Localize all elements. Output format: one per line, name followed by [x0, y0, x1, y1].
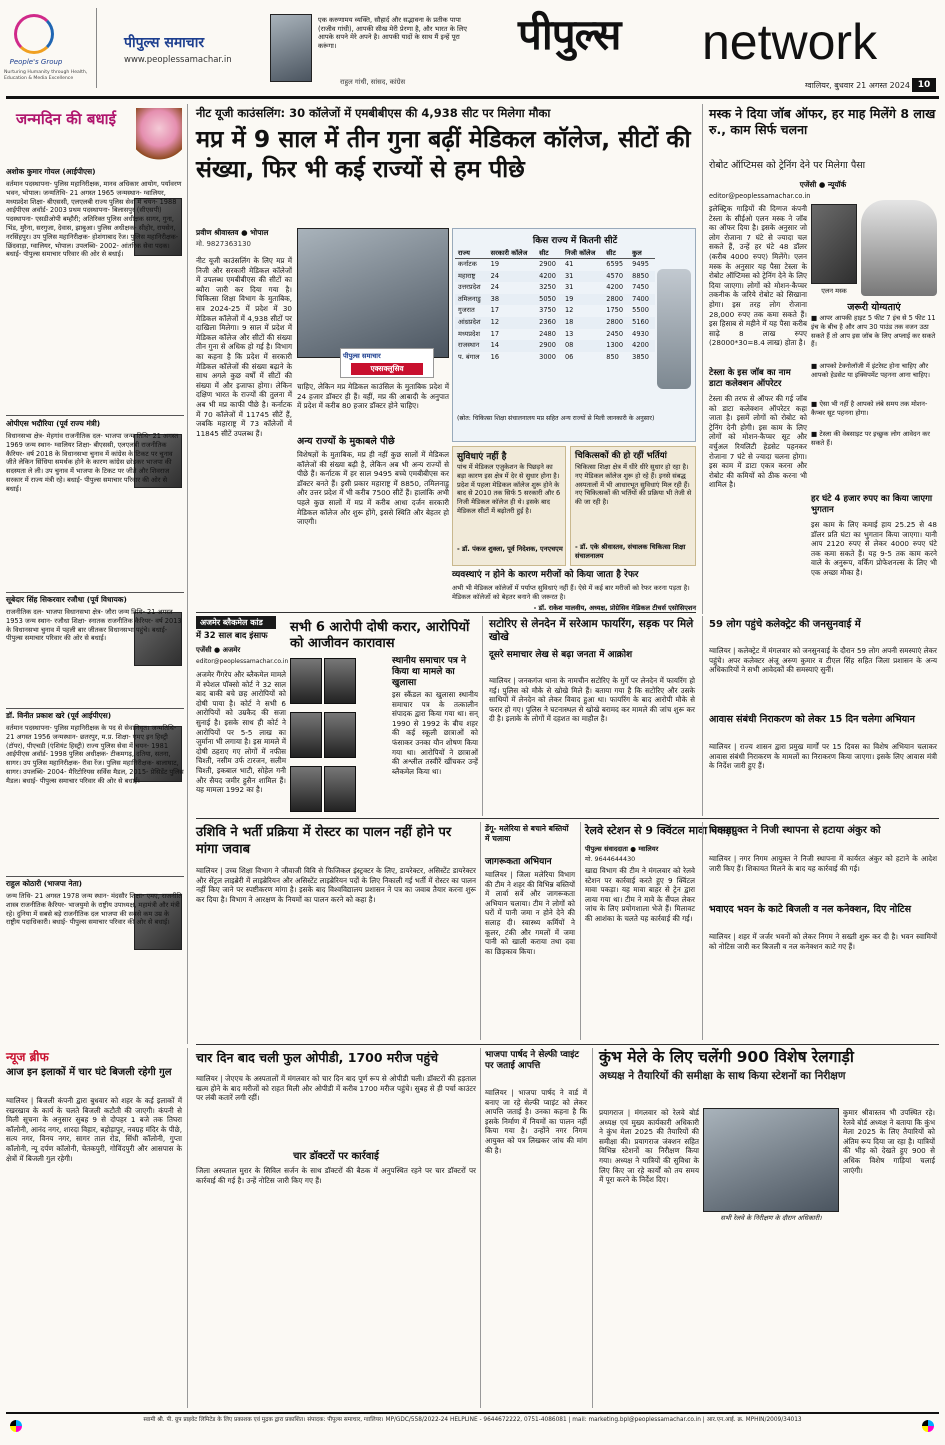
birthday-entry-name: डॉ. विनीत प्रकाश खरे (पूर्व आईपीएस)	[6, 711, 112, 720]
seat-table-row	[455, 259, 655, 271]
elon-musk-photo	[811, 204, 857, 284]
ajmer-sub-body: इस स्कैंडल का खुलासा स्थानीय समाचार पत्र के तत्कालीन संपादक द्वारा किया गया था। सन् 1990 से 1992 के बीच शहर की कई स्कूली छात्राओं को फंसाकर उनका यौन शोषण किया गया था। आरोपियों ने छात्राओं की अश्लील तस्वीरें खींचकर उन्हें ब्लैकमेल किया था।	[392, 690, 478, 776]
accused-photo	[290, 766, 322, 812]
color-registration-icon	[922, 1420, 934, 1432]
divider	[196, 818, 939, 819]
birthday-entry	[6, 596, 184, 706]
birthday-entry-body: राजनीतिक दल- भाजपा विधानसभा क्षेत्र- जौरा जन्म तिथि- 21 अगस्त 1953 जन्म स्थान- रजौधा शिक्षा- स्नातक राजनीतिक कैरियर- वर्ष 2013 के विधानसभा चुनाव में पहली बार जीतकर विधानसभा पहुंचे। बधाई- पीपुल्स समाचार परिवार की ओर से बधाई।	[6, 608, 182, 643]
divider	[6, 876, 184, 877]
seat-table-cell: 2900	[539, 260, 556, 268]
seat-table-cell: 17	[490, 306, 500, 315]
divider	[196, 612, 696, 613]
seat-table-cell: 19	[490, 260, 500, 268]
firing-story	[482, 616, 696, 816]
firing-body: ग्वालियर | जनकगंज थाना के नामचीन सटोरिए के गुर्गे पर लेनदेन में फायरिंग हो गई। पुलिस को मौके से खोखे मिले हैं। बताया गया है कि सटोरिए और उसके साथियों में लेनदेन को लेकर विवाद हुआ था। फायरिंग के बाद आरोपी मौके से फरार हो गए। पुलिस ने घटनास्थल से खोखे बरामद कर मामले की जांच शुरू कर दी है। इलाके के लोगों में दहशत का माहौल है।	[489, 676, 695, 724]
ajmer-email: editor@peoplessamachar.co.in	[196, 658, 289, 665]
kumbh-deck: अध्यक्ष ने तैयारियों की समीक्षा के साथ किया स्टेशनों का निरीक्षण	[599, 1070, 846, 1082]
divider-vertical	[96, 8, 97, 88]
news-brief-label: न्यूज ब्रीफ	[6, 1050, 49, 1064]
seat-table-cell: 3850	[632, 352, 649, 361]
ajmer-body: अजमेर गैंगरेप और ब्लैकमेल मामले में स्पेशल पॉक्सो कोर्ट ने 32 साल बाद बाकी बचे छह आरोपियों को दोषी पाया है। कोर्ट ने सभी 6 आरोपियों को उम्रकैद की सजा सुनाई है। इसके साथ ही कोर्ट ने आरोपियों पर 5-5 लाख का जुर्माना भी लगाया है। इस मामले में दोषी ठहराए गए लोगों में नफीस चिश्ती, नसीम उर्फ टारजन, सलीम चिश्ती, इकबाल भाटी, सोहेल गनी और सैयद जमीर हुसैन शामिल हैं। यह मामला 1992 का है।	[196, 670, 286, 795]
rahul-gandhi-photo	[270, 14, 312, 82]
seat-table-cell: 12	[564, 306, 574, 315]
seat-table-cell: 5500	[632, 306, 649, 315]
kumbh-headline: कुंभ मेले के लिए चलेंगी 900 विशेष रेलगाड़ी	[599, 1048, 854, 1066]
website-link[interactable]: www.peoplessamachar.in	[124, 55, 232, 65]
masthead	[0, 0, 945, 100]
seat-table-cell: 13	[564, 329, 574, 338]
opd-sub-body: जिला अस्पताल मुरार के सिविल सर्जन के साथ डॉक्टरों की बैठक में अनुपस्थित रहने पर चार डॉक्टरों पर कार्रवाई की गई है। उन्हें नोटिस जारी किए गए हैं।	[196, 1166, 476, 1185]
other-states-title: अन्य राज्यों के मुकाबले पीछे	[297, 436, 395, 447]
kumbh-body: प्रयागराज | मंगलवार को रेलवे बोर्ड अध्यक्ष एवं मुख्य कार्यकारी अधिकारी ने कुंभ मेला 2025 की तैयारियों की समीक्षा की। प्रयागराज जंक्शन सहित विभिन्न स्टेशनों का निरीक्षण किया गया। अध्यक्ष ने यात्रियों की सुविधा के लिए किए जा रहे कार्यों को तय समय में पूरा करने के निर्देश दिए।	[599, 1108, 699, 1185]
divider	[6, 708, 184, 709]
requirement-item: ■ ऐसा भी नहीं है आपको लंबे समय तक मोशन-कैप्चर सूट पहनना होगा।	[811, 400, 928, 417]
seat-table-cell: कर्नाटक	[458, 260, 477, 268]
brand-english: network	[702, 14, 878, 70]
kumbh-inspection-photo	[703, 1108, 839, 1212]
vacancy-body: चिकित्सा शिक्षा क्षेत्र में धीरे धीरे सुधार हो रहा है। नए मेडिकल कॉलेज शुरू हो रहे हैं। इनसे संबद्ध अस्पतालों में भी आधारभूत सुविधाएं मिल रही हैं। नए चिकित्सकों की भर्तियों की प्रक्रिया भी तेजी से की जा रही है।	[575, 463, 692, 507]
accused-photo	[324, 712, 356, 758]
seat-table-cell: राजस्थान	[455, 340, 488, 352]
seat-table-cell: 18	[562, 317, 603, 329]
birthday-entry	[6, 168, 184, 413]
seat-table-cell: 7400	[629, 294, 655, 306]
lead-byline: प्रवीण श्रीवास्तव ● भोपाल	[196, 228, 269, 237]
higher-edu-story	[196, 822, 476, 1040]
housing-sub-body: ग्वालियर | राज्य शासन द्वारा प्रमुख मार्गों पर 15 दिवस का विशेष अभियान चलाकर आवास संबंधी निराकरण के मामलों का निराकरण किया जाएगा। इसके लिए आवास मंत्री के निर्देश जारी हुए हैं।	[709, 742, 937, 771]
seat-table-row	[455, 352, 655, 364]
requirements-box	[811, 300, 937, 490]
vacancy-title: चिकित्सकों की हो रहीं भर्तियां	[575, 451, 667, 461]
seat-table-cell: 12	[488, 317, 537, 329]
group-logo-icon	[14, 14, 54, 54]
dengue-headline: जागरूकता अभियान	[485, 857, 552, 867]
seat-table-cell: 16	[490, 352, 500, 361]
seat-table-cell: 4200	[536, 271, 562, 283]
seat-table-header: निजी कॉलेज	[562, 247, 603, 259]
seat-table-cell: 24	[490, 283, 500, 292]
referral-body: अभी भी मेडिकल कॉलेजों में पर्याप्त सुविधाएं नहीं हैं। ऐसे में कई बार मरीजों को रेफर करना पड़ता है। मेडिकल कॉलेजों को बेहतर बनाने की जरूरत है।	[452, 584, 690, 601]
seat-table-row	[455, 282, 655, 294]
facilities-title: सुविधाएं नहीं है	[457, 452, 507, 462]
masthead-rule	[6, 96, 939, 99]
exclusive-badge: एक्सक्लूसिव	[351, 363, 423, 375]
birthday-entry-name: राहुल कोठारी (भाजपा नेता)	[6, 879, 83, 888]
seat-table-title: किस राज्य में कितनी सीटें	[532, 236, 618, 246]
requirement-item: ■ आपर आपकी हाइट 5 फीट 7 इंच से 5 फीट 11 इंच के बीच है और आप 30 पाउंड तक वजन उठा सकते हैं तो आप इस जॉब के लिए अप्लाई कर सकते हैं।	[811, 314, 936, 349]
neet-exam-photo	[297, 228, 449, 358]
seat-table-cell: 850	[606, 352, 619, 361]
seat-table-box	[452, 228, 696, 442]
seat-table-row	[455, 294, 655, 306]
seat-table-cell: 14	[488, 340, 537, 352]
seat-table-source: (स्रोत: चिकित्सा शिक्षा संचालनालय मप्र सहित अन्य राज्यों से मिली जानकारी के अनुसार)	[457, 415, 655, 422]
birthday-entry-body: वर्तमान पदस्थापना- पुलिस महानिरीक्षक, मानव अधिकार आयोग, पर्यावरण भवन, भोपाल। जन्मतिथि- 21 अगस्त 1965 जन्मस्थान- ग्वालियर, मध्यप्रदेश शिक्षा- बीएससी, एलएलबी राज्य पुलिस सेवा में चयन- 1988 आईपीएस अवॉर्ड- 2003 प्रथम पदस्थापना- बिलासपुर (सीएसपी) पदस्थापना- एसडीओपी बम्हौरी; अतिरिक्त पुलिस अधीक्षक सागर, गुना, भिंड, मुरैना, सरगुजा, देवास, झाबुआ। पुलिस अधीक्षक- सीहोर, रायसेन, नरसिंहपुर। उप पुलिस महानिरीक्षक- होशंगाबाद रेंज। पुलिस महानिरीक्षक- छिंदवाड़ा, ग्वालियर, भोपाल। उपलब्धि- 2002- आंतरिक सेवा पदक। बधाई- पीपुल्स समाचार परिवार की ओर से बधाई।	[6, 180, 182, 259]
seat-table-cell: 2800	[603, 317, 629, 329]
ajmer-sub-title: स्थानीय समाचार पत्र ने किया था मामले का खुलासा	[392, 656, 466, 688]
seat-table-cell: 2450	[606, 329, 624, 338]
seat-table-cell: मध्यप्रदेश	[458, 329, 480, 338]
seat-table-cell: 4200	[629, 340, 655, 352]
ajmer-headline: सभी 6 आरोपी दोषी करार, आरोपियों को आजीवन कारावास	[290, 620, 470, 651]
robot-image	[861, 200, 937, 296]
seat-table-cell: 31	[562, 271, 603, 283]
other-states-body: विशेषज्ञों के मुताबिक, मप्र ही नहीं कुछ सालों में मेडिकल कॉलेजों की संख्या बढ़ी है, लेकिन अब भी अन्य राज्यों से पीछे हैं। कर्नाटक में हर साल 9495 बच्चे एमबीबीएस कर डॉक्टर बनते हैं। इसी प्रकार महाराष्ट्र में 8850, तमिलनाडु और उत्तर प्रदेश में भी करीब 7500 सीटें हैं। हालांकि अभी पहले कुछ सालों में मप्र में करीब आधा दर्जन सरकारी मेडिकल कॉलेज और शुरू होंगे, इससे स्थिति और बेहतर हो जाएगी।	[297, 450, 449, 527]
nigam-story	[702, 822, 939, 1040]
birthday-column	[6, 104, 188, 1044]
accused-photo	[290, 658, 322, 704]
opd-story	[196, 1048, 476, 1408]
seat-table-cell: 31	[564, 283, 574, 292]
seat-table-cell: 7450	[632, 283, 649, 292]
seat-table-cell: 2480	[539, 329, 556, 338]
musk-email: editor@peoplessamachar.co.in	[709, 192, 811, 200]
seat-table-cell: 08	[562, 340, 603, 352]
kumbh-side-body: कुमार श्रीवास्तव भी उपस्थित रहे। रेलवे बोर्ड अध्यक्ष ने बताया कि कुंभ मेला 2025 के लिए तैयारियों को अंतिम रूप दिया जा रहा है। यात्रियों की भीड़ को देखते हुए 900 से अधिक विशेष गाड़ियां चलाई जाएंगी।	[843, 1108, 935, 1175]
mawa-byline: पीपुल्स संवाददाता ● ग्वालियर	[585, 845, 659, 853]
accused-photo	[324, 766, 356, 812]
collectorate-headline: 59 लोग पहुंचे कलेक्ट्रेट की जनसुनवाई में	[709, 619, 861, 630]
accused-photo	[324, 658, 356, 704]
lead-headline: मप्र में 9 साल में तीन गुना बढ़ीं मेडिकल कॉलेज, सीटों की संख्या, फिर भी कई राज्यों से हम पीछे	[196, 125, 691, 183]
selfie-point-story	[480, 1048, 588, 1408]
seat-table-cell: 3250	[539, 283, 556, 292]
nigam-sub-title: भवाएद भवन के काटे बिजली व नल कनेक्शन, दिए नोटिस	[709, 904, 912, 915]
birthday-entry-body: जन्म तिथि- 21 अगस्त 1978 जन्म स्थान- मंदसौर शिक्षा- एमए, राजनीति शास्त्र राजनीतिक कैरियर- भाजयुमो के राष्ट्रीय उपाध्यक्ष, महामंत्री और मंत्री रहे। दुनिया में सबसे बड़े राजनीतिक दल भाजपा की सबसे कम उम्र के राष्ट्रीय पदाधिकारी। बधाई- पीपुल्स समाचार परिवार की ओर से बधाई।	[6, 892, 183, 927]
ajmer-kicker: अजमेर ब्लैकमेल कांड	[196, 616, 276, 629]
mawa-body: खाद्य विभाग की टीम ने मंगलवार को रेलवे स्टेशन पर कार्रवाई करते हुए 9 क्विंटल मावा पकड़ा। यह मावा बाहर से ट्रेन द्वारा लाया गया था। टीम ने मावे के सैंपल लेकर जांच के लिए प्रयोगशाला भेजे हैं। मिलावट की आशंका के चलते यह कार्रवाई की गई।	[585, 866, 695, 923]
musk-caption: एलन मस्क	[821, 287, 847, 295]
vacancy-box	[570, 446, 696, 566]
stethoscope-icon	[657, 269, 691, 389]
seat-table-row	[455, 317, 655, 329]
housing-sub-title: आवास संबंधी निराकरण को लेकर 15 दिन चलेगा अभियान	[709, 714, 915, 725]
seat-table-cell: आंध्रप्रदेश	[455, 317, 488, 329]
hourly-body: इस काम के लिए कमाई हाय 25.25 से 48 डॉलर प्रति घंटा का भुगतान किया जाएगा। यानी आप 2120 रुपए से लेकर 4000 रुपए घंटे तक कमा सकते हैं। यह 9-5 तक काम करने वाले के अनुरूप, वर्किंग प्रोफेशनल्स के लिए भी एक अच्छा मौका है।	[811, 520, 937, 577]
seat-table-cell: महाराष्ट्र	[455, 271, 488, 283]
accused-photos	[290, 658, 388, 758]
news-brief-body: ग्वालियर | बिजली कंपनी द्वारा बुधवार को शहर के कई इलाकों में रखरखाव के कार्य के चलते बिजली कटौती की जाएगी। कंपनी से मिली सूचना के अनुसार सुबह 9 से दोपहर 1 बजे तक तिघरा कॉलोनी, आनंद नगर, शारदा विहार, बहोड़ापुर, नवग्रह मंदिर के पीछे, सत्य नगर, विनय नगर, सागर ताल रोड, सिंधी कॉलोनी, गुप्ता कॉलोनी, न्यू दर्पण कॉलोनी, चेतकपुरी, गोविंदपुरी और आसपास के क्षेत्रों में बिजली गुल रहेगी।	[6, 1096, 182, 1163]
seat-table-cell: 2360	[536, 317, 562, 329]
collectorate-body: ग्वालियर | कलेक्ट्रेट में मंगलवार को जनसुनवाई के दौरान 59 लोग अपनी समस्याएं लेकर पहुंचे। अपर कलेक्टर अंजू अरुण कुमार व टीएल सिंह सहित जिला प्रशासन के अन्य अधिकारियों ने सभी आवेदकों की समस्याएं सुनीं।	[709, 646, 937, 675]
footer-rule	[6, 1412, 939, 1414]
seat-table-cell: 8850	[629, 271, 655, 283]
seat-table-cell: 38	[488, 294, 537, 306]
kumbh-story	[592, 1048, 939, 1408]
seat-table-cell: प. बंगाल	[458, 352, 480, 361]
seat-table-cell: 41	[564, 260, 574, 268]
referral-title: व्यवस्थाएं न होने के कारण मरीजों को किया जाता है रेफर	[452, 570, 639, 580]
seat-table-cell: उत्तरप्रदेश	[458, 283, 481, 292]
divider	[6, 415, 184, 416]
color-registration-icon	[10, 1420, 22, 1432]
seat-table-cell: 6595	[606, 260, 624, 268]
quote-text: एक करुणामय व्यक्ति, सौहार्द और सद्भावना के प्रतीक पापा (राजीव गांधी), आपकी सीख मेरी प्रेरणा है, और भारत के लिए आपके सपने मेरे अपने है। आपकी यादों के साथ मैं इन्हें पूरा करूंगा।	[318, 16, 467, 51]
dateline: ग्वालियर, बुधवार 21 अगस्त 2024	[805, 81, 910, 90]
facilities-box	[452, 446, 566, 566]
lead-kicker: नीट यूजी काउंसलिंग: 30 कॉलेजों में एमबीबीएस की 4,938 सीट पर मिलेगा मौका	[196, 106, 551, 120]
divider	[196, 1044, 939, 1045]
seat-table-cell: 4200	[606, 283, 624, 292]
musk-deck: रोबोट ऑप्टिमस को ट्रेनिंग देने पर मिलेगा पैसा	[709, 160, 866, 171]
dengue-body: ग्वालियर | जिला मलेरिया विभाग की टीम ने शहर की विभिन्न बस्तियों में लार्वा सर्वे और जागरूकता अभियान चलाया। टीम ने लोगों को घरों में पानी जमा न होने देने की सलाह दी। स्वास्थ्य कर्मियों ने कूलर, टंकी और गमलों में जमा पानी को खाली कराया तथा दवा का छिड़काव किया।	[485, 870, 575, 956]
seat-table-cell: 19	[562, 294, 603, 306]
page-number: 10	[912, 78, 936, 92]
paper-logo-small: पीपुल्स समाचार	[124, 35, 205, 51]
birthday-entry-body: वर्तमान पदस्थापना- पुलिस महानिरीक्षक के पद से सेवानिवृत। जन्मतिथि- 21 अगस्त 1956 जन्मस्थान- छतरपुर, म.प्र. शिक्षा- एमए इन हिस्ट्री (टॉपर), पीएचडी (एंशियंट हिस्ट्री) राज्य पुलिस सेवा में चयन- 1981 आईपीएस अवॉर्ड- 1998 पुलिस अधीक्षक- टीकमगढ़, दतिया, सतना, सागर। उप पुलिस महानिरीक्षक- रीवा रेंज। पुलिस महानिरीक्षक- बालाघाट, सागर। उपलब्धि- 2004- मैरिटोरियस सर्विस मैडल, 2015- प्रेसिडेंट पुलिस मैडल। बधाई- पीपुल्स समाचार परिवार की ओर से बधाई।	[6, 724, 184, 785]
seat-table-cell: 2800	[603, 294, 629, 306]
divider	[6, 592, 184, 593]
seat-table-header: राज्य	[455, 247, 488, 259]
seat-table-cell: 9495	[632, 260, 649, 268]
musk-sub-title: टेस्ला के इस जॉब का नाम डाटा कलेक्शन ऑपरेटर	[709, 368, 791, 389]
requirement-item: ■ टेस्ला की वेबसाइट पर इच्छुक लोग आवेदन कर सकते हैं।	[811, 430, 931, 447]
seat-table-cell: 06	[564, 352, 574, 361]
seat-table-cell: 5160	[629, 317, 655, 329]
quote-author: राहुल गांधी, सांसद, कांग्रेस	[340, 78, 406, 86]
birthday-entry-name: सूबेदार सिंह सिकरवार रजौधा (पूर्व विधायक)	[6, 595, 127, 604]
group-tagline: Nurturing Humanity through Health, Education & Media Excellence	[4, 70, 88, 81]
opd-headline: चार दिन बाद चली फुल ओपीडी, 1700 मरीज पहुंचे	[196, 1050, 439, 1065]
lead-body-2: चाहिए, लेकिन मप्र मेडिकल काउंसिल के मुताबिक प्रदेश में 24 हजार डॉक्टर ही हैं। वहीं, मप्र की आबादी के अनुपात में प्रदेश में करीब 80 हजार डॉक्टर होने चाहिए।	[297, 382, 449, 411]
nigam-headline: निगमायुक्त ने निजी स्थापना से हटाया अंकुर को	[709, 825, 881, 836]
firing-sub-title: दूसरे समाचार लेख से बढ़ा जनता में आक्रोश	[489, 650, 633, 660]
selfie-point-body: ग्वालियर | भाजपा पार्षद ने वार्ड में बनाए जा रहे सेल्फी प्वाइंट को लेकर आपत्ति जताई है। उनका कहना है कि इसके निर्माण में नियमों का पालन नहीं किया गया है। उन्होंने नगर निगम आयुक्त को पत्र लिखकर जांच की मांग की है।	[485, 1088, 587, 1155]
seat-table-cell: 3750	[539, 306, 556, 315]
seat-table-row	[455, 271, 655, 283]
requirements-title: जरूरी योग्यताएं	[847, 302, 901, 313]
news-brief-headline: आज इन इलाकों में चार घंटे बिजली रहेगी गुल	[6, 1067, 172, 1078]
news-brief	[6, 1048, 188, 1408]
birthday-entry-name: अशोक कुमार गोयल (आईपीएस)	[6, 167, 96, 176]
seat-table-header: सीट	[603, 247, 629, 259]
group-name: People's Group	[9, 58, 63, 66]
seat-table-cell: 1750	[606, 306, 624, 315]
musk-story	[702, 104, 939, 614]
ajmer-kicker-2: में 32 साल बाद इंसाफ	[196, 630, 268, 640]
nigam-body: ग्वालियर | नगर निगम आयुक्त ने निजी स्थापना में कार्यरत अंकुर को हटाने के आदेश जारी किए हैं। शिकायत मिलने के बाद यह कार्रवाई की गई।	[709, 854, 937, 873]
birthday-entry	[6, 712, 184, 874]
seat-table-cell: 2900	[536, 340, 562, 352]
seat-table-cell: 5050	[536, 294, 562, 306]
accused-photo	[290, 712, 322, 758]
referral-quote: - डॉ. राकेश मालवीय, अध्यक्ष, प्रोग्रेसिव मेडिकल टीचर्स एसोसिएशन	[533, 604, 696, 612]
lead-body-1: नीट यूजी काउंसलिंग के लिए मप्र में निजी और सरकारी मेडिकल कॉलेजों में उपलब्ध एमबीबीएस की सीटों का ब्यौरा जारी कर दिया गया है। चिकित्सा शिक्षा विभाग के मुताबिक, सत्र 2024-25 में प्रदेश में 30 मेडिकल कॉलेजों में 4,938 सीटों पर दाखिला मिलेगा। 9 साल में प्रदेश में मेडिकल कॉलेज और सीटों की संख्या तीन गुना से अधिक हो गई है। विभाग का कहना है कि प्रदेश में सरकारी मेडिकल कॉलेजों की संख्या बढ़ाने के साथ अगले कुछ वर्षों में सीटों की संख्या में और इजाफा होगा। लेकिन दक्षिण भारत के राज्यों की तुलना में अब भी मप्र काफी पीछे है। कर्नाटक में 70 कॉलेजों में 11745 सीटें हैं, जबकि महाराष्ट्र में 73 कॉलेजों में 11845 सीटें उपलब्ध हैं।	[196, 256, 292, 438]
mawa-mobile: मो. 9644644430	[585, 855, 636, 863]
brand-hindi: पीपुल्स	[518, 10, 621, 59]
seat-table-cell: तमिलनाडु	[455, 294, 488, 306]
musk-headline: मस्क ने दिया जॉब ऑफर, हर माह मिलेंगे 8 लाख रु., काम सिर्फ चलना	[709, 106, 936, 137]
musk-byline: एजेंसी ● न्यूयॉर्क	[799, 180, 847, 189]
birthday-entry-name: ओपीएस भदौरिया (पूर्व राज्य मंत्री)	[6, 419, 101, 428]
seat-table-cell: 24	[488, 271, 537, 283]
ajmer-byline: एजेंसी ● अजमेर	[196, 646, 241, 654]
kumbh-caption: सभी रेलवे के निरीक्षण के दौरान अधिकारी।	[720, 1214, 822, 1222]
dengue-story	[480, 822, 576, 1040]
seat-table-cell: 4930	[632, 329, 649, 338]
seat-table-cell: 3000	[539, 352, 556, 361]
firing-headline: सटोरिए से लेनदेन में सरेआम फायरिंग, सड़क पर मिले खोखे	[489, 618, 694, 643]
seat-table-header: सरकारी कॉलेज	[488, 247, 537, 259]
musk-body: इलेक्ट्रिक गाड़ियों की दिग्गज कंपनी टेस्ला के सीईओ एलन मस्क ने जॉब का ऑफर दिया है। इसके अनुसार जो लोग रोजाना 7 घंटे से ज्यादा चल सकते हैं, उन्हें हर घंटे 48 डॉलर (करीब 4000 रुपए) मिलेंगे। एलन मस्क के अनुसार यह पैसा टेस्ला के रोबोट ऑप्टिमस को ट्रेनिंग देने के लिए दिया जाएगा। लोगों को मोशन-कैप्चर तकनीक के जरिये रोबोट को सिखाना होगा। इस तरह लोग रोजाना 28,000 रुपए तक कमा सकते हैं। इस हिसाब से महीने में यह पैसा करीब साढ़े 8 लाख रुपए (28000*30=8.4 लाख) होता है।	[709, 204, 807, 348]
footer-imprint: स्वामी श्री. पी. ग्रुप प्राइवेट लिमिटेड के लिए प्रकाशक एवं मुद्रक द्वारा प्रकाशित। संपादक: पीपुल्स समाचार, ग्वालियर। MP/GDC/558/2022-24 HELPLINE - 9644672222, 0751-4086081 | mail: marketing.bpl@peoplessamachar.co.in | आर.एन.आई. क्र. MPHIN/2009/34013	[143, 1417, 802, 1423]
opd-body: ग्वालियर | जेएएच के अस्पतालों में मंगलवार को चार दिन बाद पूर्ण रूप से ओपीडी चली। डॉक्टरों की हड़ताल खत्म होने के बाद मरीजों को राहत मिली और ओपीडी में करीब 1700 मरीज पहुंचे। सुबह से ही पर्चा काउंटर पर लंबी कतारें लगी रहीं।	[196, 1074, 476, 1103]
hourly-title: हर घंटे 4 हजार रुपए का किया जाएगा भुगतान	[811, 494, 933, 515]
musk-sub-body: टेस्ला की तरफ से ऑफर की गई जॉब को डाटा कलेक्शन ऑपरेटर कहा जाता है। इसमें लोगों को रोबोट को ट्रेनिंग देनी होगी। इस काम के लिए लोगों को मोशन-कैप्चर सूट और वर्चुअल रियलिटी हेडसेट पहनकर रोजाना 7 घंटे से ज्यादा चलना होगा। इस काम में डाटा एकत्र करना और रोबोट की कमियों को ठीक करना भी शामिल है।	[709, 394, 807, 490]
birthday-entry	[6, 880, 184, 1042]
vacancy-quote: - डॉ. एके श्रीवास्तव, संचालक चिकित्सा शिक्षा संचालनालय	[575, 543, 686, 560]
ajmer-story	[196, 616, 478, 816]
seat-table-header: कुल	[629, 247, 655, 259]
birthday-entry	[6, 420, 184, 590]
selfie-point-headline: भाजपा पार्षद ने सेल्फी प्वाइंट पर जताई आपत्ति	[485, 1050, 579, 1071]
requirement-item: ■ आपको टेक्नोलॉजी में इंटरेस्ट होना चाहिए और आपको हेडसेट या इक्विपमेंट पहनना आना चाहिए।	[811, 362, 931, 379]
facilities-body: पांच में मेडिकल एजुकेशन के पिछड़ने का बड़ा कारण इस क्षेत्र में देर से सुधार होना है। प्रदेश में पहला मेडिकल कॉलेज शुरू होने के बाद से 2010 तक सिर्फ 5 सरकारी और 6 निजी मेडिकल कॉलेज ही थे। इसके बाद मेडिकल सीटों में बढ़ोतरी हुई है।	[457, 463, 561, 515]
seat-table-row	[455, 305, 655, 317]
seat-table-cell: गुजरात	[458, 306, 475, 315]
dengue-kicker: डेंगू- मलेरिया से बचाने बस्तियों में चलाया	[485, 824, 569, 843]
collectorate-story	[702, 616, 939, 816]
seat-table-header: सीट	[536, 247, 562, 259]
facilities-quote: - डॉ. पंकज शुक्ला, पूर्व निदेशक, एनएचएम	[457, 545, 563, 553]
lead-mobile: मो. 9827363130	[196, 240, 251, 248]
nigam-sub-body: ग्वालियर | शहर में जर्जर भवनों को लेकर निगम ने सख्ती शुरू कर दी है। भवन स्वामियों को नोटिस जारी कर बिजली व नल कनेक्शन काटे गए हैं।	[709, 932, 937, 951]
higher-edu-body: ग्वालियर | उच्च शिक्षा विभाग ने जीवाजी विवि से फिजिकल इंस्ट्रक्टर के लिए, डायरेक्टर, असिस्टेंट डायरेक्टर और सेंट्रल लाइब्रेरी में लाइब्रेरियन और असिस्टेंट लाइब्रेरियन पदों के लिए निकाली गई भर्ती में रोस्टर का पालन नहीं किए जाने पर स्पष्टीकरण मांगा है। इसके बाद विश्वविद्यालय प्रशासन ने पत्र का जवाब तैयार करना शुरू कर दिया है। विभाग ने आरक्षण के नियमों का पालन करने को कहा है।	[196, 866, 476, 904]
mawa-story	[580, 822, 735, 1040]
neet-photo-badge	[340, 348, 434, 378]
neet-photo-badge-paper: पीपुल्स समाचार	[343, 352, 381, 360]
birthday-title: जन्मदिन की बधाई	[16, 110, 116, 128]
cake-icon	[136, 108, 182, 166]
mawa-headline: रेलवे स्टेशन से 9 क्विंटल मावा पकड़ा	[585, 824, 735, 837]
seat-table-cell: 17	[490, 329, 500, 338]
opd-sub-title: चार डॉक्टरों पर कार्रवाई	[293, 1151, 379, 1162]
seat-table-row	[455, 340, 655, 352]
seat-table-cell: 4570	[603, 271, 629, 283]
birthday-entry-body: विधानसभा क्षेत्र- मेहगांव राजनीतिक दल- भाजपा जन्म तिथि- 21 अगस्त 1969 जन्म स्थान- ग्वालियर शिक्षा- बीएससी, एलएलबी राजनीतिक कैरियर- वर्ष 2018 के विधानसभा चुनाव में कांग्रेस के टिकट पर चुनाव जीते लेकिन सिंधिया समर्थक होने के कारण कांग्रेस छोड़कर भाजपा की सदस्यता ले ली। उप चुनाव में भाजपा के टिकट पर जीते और शिवराज सरकार में राज्य मंत्री रहे। बधाई- पीपुल्स समाचार परिवार की ओर से बधाई।	[6, 432, 179, 493]
seat-table-cell: 1300	[603, 340, 629, 352]
higher-edu-headline: उशिवि ने भर्ती प्रक्रिया में रोस्टर का पालन नहीं होने पर मांगा जवाब	[196, 825, 452, 857]
seat-table	[455, 247, 655, 363]
seat-table-row	[455, 329, 655, 341]
